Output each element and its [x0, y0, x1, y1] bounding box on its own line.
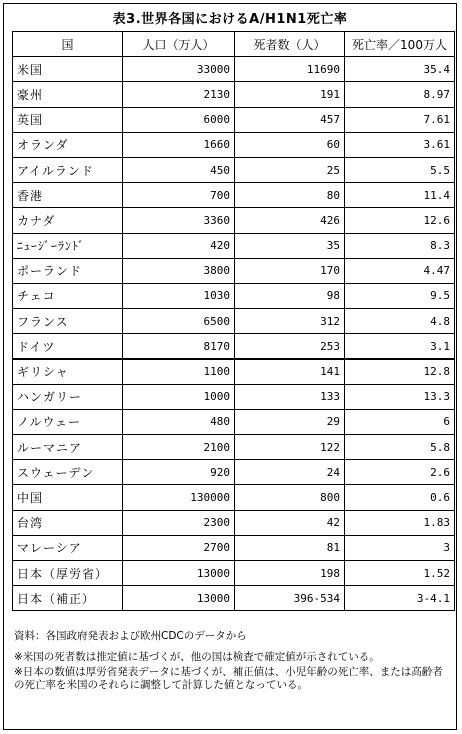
country-cell: チェコ [13, 283, 123, 308]
country-cell: アイルランド [13, 157, 123, 182]
population-cell: 920 [123, 460, 235, 485]
population-cell: 1660 [123, 132, 235, 157]
deaths-cell: 800 [235, 485, 345, 510]
deaths-cell: 35 [235, 233, 345, 258]
country-cell: オランダ [13, 132, 123, 157]
table-row [13, 107, 455, 132]
population-cell: 700 [123, 183, 235, 208]
country-cell: 日本（厚労省） [13, 560, 123, 585]
footnote-japan: ※日本の数値は厚労省発表データに基づくが、補正値は、小児年齢の死亡率、または高齢者の死亡率を米国のそれらに調整して計算した値となっている。 [14, 666, 443, 691]
deaths-cell: 29 [235, 409, 345, 434]
deaths-cell: 133 [235, 384, 345, 409]
population-cell: 3360 [123, 208, 235, 233]
table-title: 表3.世界各国におけるA/H1N1死亡率 [112, 12, 348, 27]
country-cell: 中国 [13, 485, 123, 510]
country-cell: 台湾 [13, 510, 123, 535]
table-row [13, 485, 455, 510]
population-cell: 1100 [123, 359, 235, 384]
population-cell: 450 [123, 157, 235, 182]
rate-cell: 4.8 [345, 309, 455, 334]
header-rate: 死亡率／100万人 [345, 32, 455, 57]
rate-cell: 35.4 [345, 57, 455, 82]
country-cell: 日本（補正） [13, 586, 123, 611]
header-row [13, 32, 455, 57]
rate-cell: 1.83 [345, 510, 455, 535]
population-cell: 13000 [123, 586, 235, 611]
table-row [13, 183, 455, 208]
rate-cell: 3.61 [345, 132, 455, 157]
deaths-cell: 42 [235, 510, 345, 535]
table-row [13, 560, 455, 585]
table-row [13, 384, 455, 409]
population-cell: 1000 [123, 384, 235, 409]
rate-cell: 13.3 [345, 384, 455, 409]
population-cell: 2300 [123, 510, 235, 535]
country-cell: スウェーデン [13, 460, 123, 485]
population-cell: 1030 [123, 283, 235, 308]
rate-cell: 1.52 [345, 560, 455, 585]
table-row [13, 409, 455, 434]
population-cell: 3800 [123, 258, 235, 283]
country-cell: ﾆｭｰｼﾞｰﾗﾝﾄﾞ [13, 233, 123, 258]
rate-cell: 0.6 [345, 485, 455, 510]
table-row [13, 435, 455, 460]
country-cell: ノルウェー [13, 409, 123, 434]
rate-cell: 4.47 [345, 258, 455, 283]
deaths-cell: 11690 [235, 57, 345, 82]
rate-cell: 8.97 [345, 82, 455, 107]
deaths-cell: 426 [235, 208, 345, 233]
deaths-cell: 98 [235, 283, 345, 308]
table-row [13, 283, 455, 308]
rate-cell: 11.4 [345, 183, 455, 208]
table-row [13, 309, 455, 334]
population-cell: 6500 [123, 309, 235, 334]
table-row [13, 460, 455, 485]
rate-cell: 12.8 [345, 359, 455, 384]
population-cell: 2130 [123, 82, 235, 107]
table-row [13, 359, 455, 384]
population-cell: 2100 [123, 435, 235, 460]
rate-cell: 7.61 [345, 107, 455, 132]
table-row [13, 82, 455, 107]
country-cell: ルーマニア [13, 435, 123, 460]
population-cell: 6000 [123, 107, 235, 132]
table-row [13, 132, 455, 157]
deaths-cell: 80 [235, 183, 345, 208]
country-cell: 英国 [13, 107, 123, 132]
deaths-cell: 396-534 [235, 586, 345, 611]
table-row [13, 334, 455, 359]
country-cell: 香港 [13, 183, 123, 208]
country-cell: ポーランド [13, 258, 123, 283]
source-note: 資料：各国政府発表および欧州CDCのデータから [14, 630, 247, 642]
population-cell: 420 [123, 233, 235, 258]
rate-cell: 5.5 [345, 157, 455, 182]
deaths-cell: 81 [235, 535, 345, 560]
table-row [13, 535, 455, 560]
population-cell: 13000 [123, 560, 235, 585]
table-row [13, 258, 455, 283]
country-cell: ドイツ [13, 334, 123, 359]
country-cell: ハンガリー [13, 384, 123, 409]
rate-cell: 8.3 [345, 233, 455, 258]
deaths-cell: 312 [235, 309, 345, 334]
deaths-cell: 170 [235, 258, 345, 283]
population-cell: 480 [123, 409, 235, 434]
rate-cell: 3.1 [345, 334, 455, 359]
country-cell: ギリシャ [13, 359, 123, 384]
table-row [13, 208, 455, 233]
table-row [13, 157, 455, 182]
deaths-cell: 25 [235, 157, 345, 182]
country-cell: フランス [13, 309, 123, 334]
country-cell: カナダ [13, 208, 123, 233]
country-cell: マレーシア [13, 535, 123, 560]
rate-cell: 3-4.1 [345, 586, 455, 611]
rate-cell: 6 [345, 409, 455, 434]
rate-cell: 3 [345, 535, 455, 560]
footnote-us: ※米国の死者数は推定値に基づくが、他の国は検査で確定値が示されている。 [14, 651, 380, 663]
country-cell: 豪州 [13, 82, 123, 107]
population-cell: 130000 [123, 485, 235, 510]
deaths-cell: 198 [235, 560, 345, 585]
rate-cell: 12.6 [345, 208, 455, 233]
header-population: 人口（万人） [123, 32, 235, 57]
table-row [13, 586, 455, 611]
deaths-cell: 253 [235, 334, 345, 359]
notes [14, 630, 448, 694]
deaths-cell: 141 [235, 359, 345, 384]
population-cell: 8170 [123, 334, 235, 359]
rate-cell: 2.6 [345, 460, 455, 485]
deaths-cell: 457 [235, 107, 345, 132]
population-cell: 33000 [123, 57, 235, 82]
header-country: 国 [13, 32, 123, 57]
table-row [13, 233, 455, 258]
rate-cell: 5.8 [345, 435, 455, 460]
table-frame [3, 3, 457, 730]
table-row [13, 510, 455, 535]
deaths-cell: 122 [235, 435, 345, 460]
mortality-table [12, 31, 455, 611]
header-deaths: 死者数（人） [235, 32, 345, 57]
deaths-cell: 191 [235, 82, 345, 107]
country-cell: 米国 [13, 57, 123, 82]
rate-cell: 9.5 [345, 283, 455, 308]
table-row [13, 57, 455, 82]
deaths-cell: 60 [235, 132, 345, 157]
population-cell: 2700 [123, 535, 235, 560]
deaths-cell: 24 [235, 460, 345, 485]
